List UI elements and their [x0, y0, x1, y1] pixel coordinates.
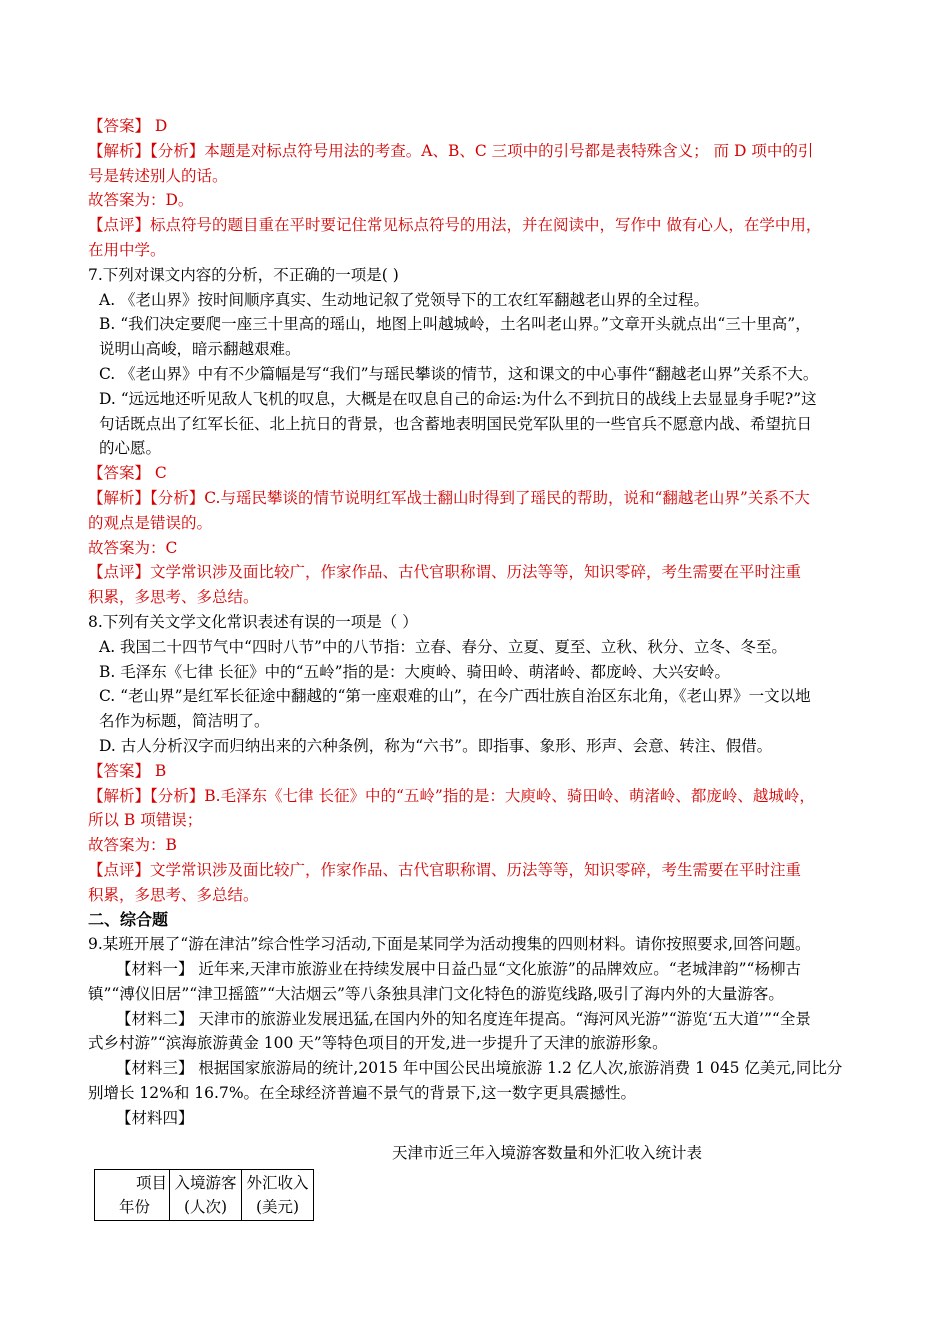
q7-question: 7.下列对课文内容的分析，不正确的一项是( ): [88, 265, 399, 284]
q6-comment-line2: 在用中学。: [88, 240, 166, 259]
q7-option-b-line1: B. “我们决定要爬一座三十里高的瑶山，地图上叫越城岭，土名叫老山界。”文章开头就点出“三十里高”，: [99, 315, 811, 334]
material3-line1: 【材料三】 根据国家旅游局的统计,2015 年中国公民出境旅游 1.2 亿人次,旅游消费 1 045 亿美元,同比分: [116, 1059, 843, 1078]
q8-option-a: A. 我国二十四节气中“四时八节”中的八节指：立春、春分、立夏、夏至、立秋、秋分、立冬、冬至。: [99, 637, 787, 656]
q7-option-d-line1: D. “远远地还听见敌人飞机的叹息，大概是在叹息自己的命运:为什么不到抗日的战线上去显显身手呢?”这: [99, 389, 817, 408]
table-corner-cell: [95, 1170, 170, 1221]
q8-analysis-line2: 所以 B 项错误；: [88, 811, 203, 830]
table-header-row: [95, 1170, 314, 1221]
material1-line2: 镇”“溥仪旧居”“津卫摇篮”“大沽烟云”等八条独具津门文化特色的游览线路,吸引了海内外的大量游客。: [88, 984, 784, 1003]
q6-answer: 【答案】 D: [88, 117, 168, 135]
q6-comment-line1: 【点评】标点符号的题目重在平时要记住常见标点符号的用法，并在阅读中，写作中 做有心人，在学中用，: [88, 216, 822, 235]
q8-conclusion: 故答案为：B: [88, 836, 177, 855]
statistics-table: [94, 1169, 314, 1221]
table-header-revenue-line1: 外汇收入: [246, 1174, 309, 1193]
q8-comment-line1: 【点评】文学常识涉及面比较广，作家作品、古代官职称谓、历法等等，知识零碎，考生需要在平时注重: [88, 860, 802, 879]
material2-line2: 式乡村游”“滨海旅游黄金 100 天”等特色项目的开发,进一步提升了天津的旅游形象。: [88, 1034, 668, 1053]
q7-option-c: C. 《老山界》中有不少篇幅是写“我们”与瑶民攀谈的情节，这和课文的中心事件“翻越老山界”关系不大。: [99, 364, 819, 383]
q8-option-b: B. 毛泽东《七律 长征》中的“五岭”指的是：大庾岭、骑田岭、萌渚岭、都庞岭、大兴安岭。: [99, 662, 731, 681]
q7-comment-line1: 【点评】文学常识涉及面比较广，作家作品、古代官职称谓、历法等等，知识零碎，考生需要在平时注重: [88, 563, 802, 582]
q7-conclusion: 故答案为：C: [88, 538, 178, 557]
q8-question: 8.下列有关文学文化常识表述有误的一项是（ ）: [88, 612, 418, 631]
q8-answer: 【答案】 B: [88, 761, 167, 780]
q7-analysis-line2: 的观点是错误的。: [88, 513, 213, 532]
table-header-visitors-line1: 入境游客: [174, 1174, 237, 1193]
q6-conclusion: 故答案为：D。: [88, 191, 194, 210]
q6-analysis-line2: 号是转述别人的话。: [88, 166, 228, 185]
table-caption: 天津市近三年入境游客数量和外汇收入统计表: [391, 1143, 702, 1162]
q7-answer: 【答案】 C: [88, 464, 167, 483]
q7-comment-line2: 积累，多思考、多总结。: [88, 588, 259, 607]
material2-line1: 【材料二】 天津市的旅游业发展迅猛,在国内外的知名度连年提高。“海河风光游”“游览‘五大道’”“全景: [116, 1009, 811, 1028]
q7-option-d-line2: 句话既点出了红军长征、北上抗日的背景，也含蓄地表明国民党军队里的一些官兵不愿意内战、希望抗日: [99, 414, 813, 433]
material4-label: 【材料四】: [116, 1108, 194, 1127]
table-header-revenue-line2: (美元): [255, 1198, 300, 1217]
q6-analysis-line1: 【解析】【分析】本题是对标点符号用法的考查。A、B、C 三项中的引号都是表特殊含义； 而 D 项中的引: [88, 141, 814, 160]
table-header-visitors: [170, 1170, 242, 1221]
q8-option-c-line2: 名作为标题，简洁明了。: [99, 712, 270, 731]
q7-option-b-line2: 说明山高峻，暗示翻越艰难。: [99, 340, 301, 359]
q7-option-a: A. 《老山界》按时间顺序真实、生动地记叙了党领导下的工农红军翻越老山界的全过程。: [99, 290, 710, 309]
q8-comment-line2: 积累，多思考、多总结。: [88, 885, 259, 904]
q7-option-d-line3: 的心愿。: [99, 439, 162, 458]
q8-option-c-line1: C. “老山界”是红军长征途中翻越的“第一座艰难的山”，在今广西壮族自治区东北角，《老山界》一文以地: [99, 687, 811, 706]
document-page: [88, 114, 866, 1221]
table-header-year: 年份: [119, 1198, 151, 1217]
material3-line2: 别增长 12%和 16.7%。在全球经济普遍不景气的背景下,这一数字更具震撼性。: [88, 1084, 636, 1103]
q8-option-d: D. 古人分析汉字而归纳出来的六种条例，称为“六书”。即指事、象形、形声、会意、转注、假借。: [99, 736, 773, 755]
q8-analysis-line1: 【解析】【分析】B.毛泽东《七律 长征》中的“五岭”指的是：大庾岭、骑田岭、萌渚岭、都庞岭、越城岭，: [88, 786, 815, 805]
table-header-visitors-line2: (人次): [183, 1198, 228, 1217]
section-heading: 二、综合题: [88, 909, 169, 929]
table-header-item: 项目: [135, 1174, 167, 1193]
q9-question: 9.某班开展了“游在津沽”综合性学习活动,下面是某同学为活动搜集的四则材料。请你按照要求,回答问题。: [88, 935, 811, 954]
q7-analysis-line1: 【解析】【分析】C.与瑶民攀谈的情节说明红军战士翻山时得到了瑶民的帮助，说和“翻越老山界”关系不大: [88, 488, 810, 507]
table-header-revenue: [242, 1170, 314, 1221]
material1-line1: 【材料一】 近年来,天津市旅游业在持续发展中日益凸显“文化旅游”的品牌效应。“老城津韵”“杨柳古: [116, 960, 801, 979]
